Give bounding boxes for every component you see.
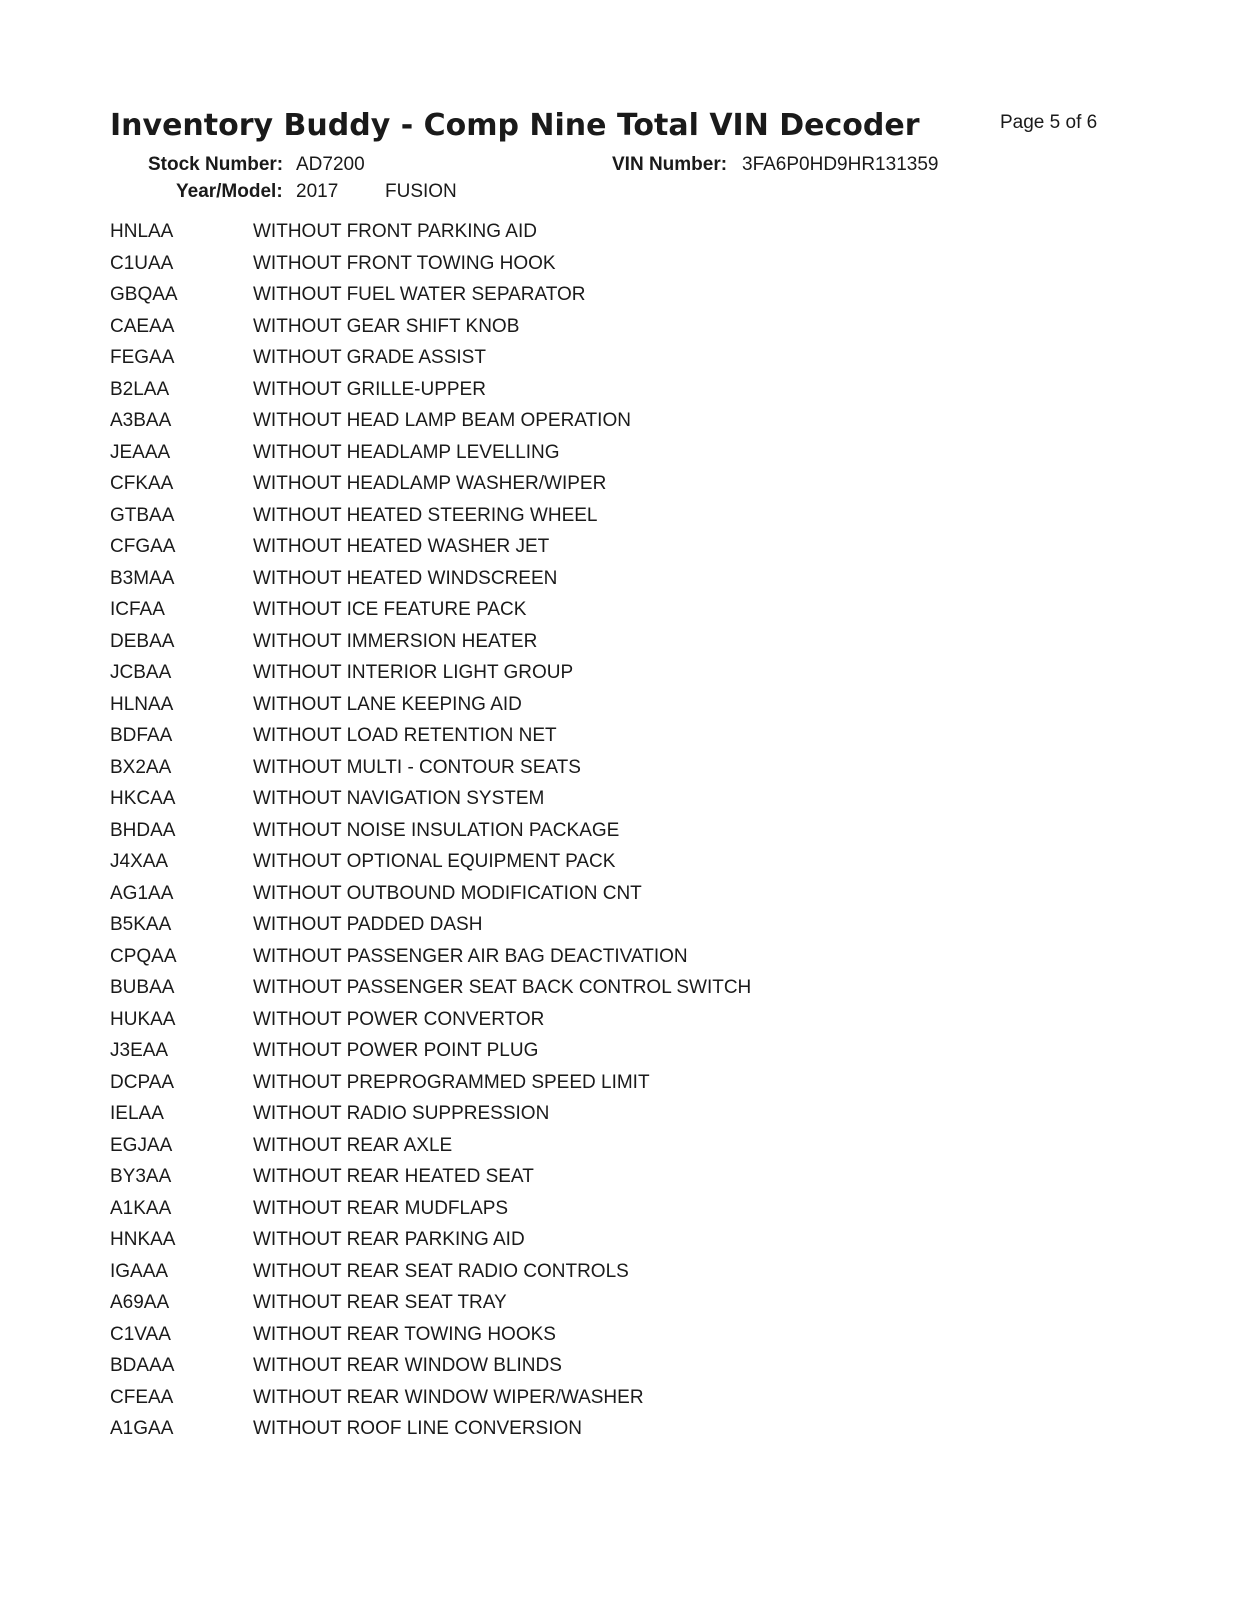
option-row [110, 468, 1010, 500]
option-row [110, 1130, 1010, 1162]
option-row [110, 594, 1010, 626]
option-description: WITHOUT NOISE INSULATION PACKAGE [253, 819, 620, 841]
option-code: GTBAA [110, 504, 175, 526]
option-code: A69AA [110, 1292, 170, 1313]
option-code: HNKAA [110, 1229, 176, 1250]
option-row [110, 1224, 1010, 1256]
option-code: ICFAA [110, 599, 165, 620]
option-code: B5KAA [110, 914, 172, 935]
option-code: HNLAA [110, 221, 174, 242]
option-row [110, 1382, 1010, 1414]
option-description: WITHOUT REAR HEATED SEAT [253, 1166, 534, 1187]
option-row [110, 405, 1010, 437]
document-title: Inventory Buddy - Comp Nine Total VIN Decoder [110, 108, 920, 143]
vin-number-label: VIN Number: [612, 154, 728, 175]
option-code: HKCAA [110, 788, 176, 809]
option-description: WITHOUT REAR TOWING HOOKS [253, 1323, 556, 1345]
option-row [110, 941, 1010, 973]
option-row [110, 972, 1010, 1004]
option-description: WITHOUT POWER CONVERTOR [253, 1008, 545, 1030]
options-list [110, 216, 1010, 1445]
option-row [110, 1413, 1010, 1445]
stock-number-label: Stock Number: [148, 154, 284, 175]
option-row [110, 500, 1010, 532]
option-description: WITHOUT IMMERSION HEATER [253, 630, 538, 652]
option-description: WITHOUT GEAR SHIFT KNOB [253, 315, 520, 337]
option-code: HUKAA [110, 1008, 176, 1030]
option-description: WITHOUT REAR SEAT RADIO CONTROLS [253, 1260, 629, 1282]
option-row [110, 279, 1010, 311]
option-row [110, 374, 1010, 406]
option-description: WITHOUT PASSENGER SEAT BACK CONTROL SWITCH [253, 977, 752, 998]
option-description: WITHOUT PASSENGER AIR BAG DEACTIVATION [253, 945, 688, 967]
option-description: WITHOUT REAR WINDOW BLINDS [253, 1355, 562, 1376]
option-code: BX2AA [110, 756, 172, 778]
option-row [110, 783, 1010, 815]
option-code: BUBAA [110, 977, 175, 998]
option-row [110, 626, 1010, 658]
option-code: EGJAA [110, 1134, 173, 1156]
option-description: WITHOUT HEADLAMP WASHER/WIPER [253, 473, 607, 494]
option-code: DEBAA [110, 630, 175, 652]
option-row [110, 878, 1010, 910]
option-description: WITHOUT OUTBOUND MODIFICATION CNT [253, 882, 642, 904]
option-code: A1GAA [110, 1418, 174, 1439]
option-description: WITHOUT GRADE ASSIST [253, 347, 486, 368]
option-description: WITHOUT OPTIONAL EQUIPMENT PACK [253, 851, 616, 872]
option-description: WITHOUT ICE FEATURE PACK [253, 599, 527, 620]
option-description: WITHOUT HEATED WASHER JET [253, 536, 550, 557]
vin-number-value: 3FA6P0HD9HR131359 [742, 154, 939, 175]
option-code: CFEAA [110, 1386, 174, 1408]
option-code: C1VAA [110, 1323, 171, 1345]
option-row [110, 1319, 1010, 1351]
option-code: DCPAA [110, 1071, 175, 1093]
option-description: WITHOUT REAR WINDOW WIPER/WASHER [253, 1386, 644, 1408]
option-row [110, 1035, 1010, 1067]
option-description: WITHOUT FRONT PARKING AID [253, 221, 537, 242]
model-value: FUSION [385, 181, 457, 202]
option-code: BDAAA [110, 1355, 175, 1376]
option-description: WITHOUT HEATED STEERING WHEEL [253, 504, 598, 526]
year-model-label: Year/Model: [176, 181, 283, 202]
option-code: CAEAA [110, 315, 175, 337]
option-code: A1KAA [110, 1197, 172, 1219]
option-code: CFGAA [110, 536, 176, 557]
option-row [110, 342, 1010, 374]
option-description: WITHOUT POWER POINT PLUG [253, 1040, 539, 1061]
option-row [110, 1256, 1010, 1288]
option-code: C1UAA [110, 252, 174, 274]
option-row [110, 1287, 1010, 1319]
option-row [110, 846, 1010, 878]
option-description: WITHOUT LANE KEEPING AID [253, 693, 522, 715]
option-code: CFKAA [110, 473, 174, 494]
option-description: WITHOUT FUEL WATER SEPARATOR [253, 284, 586, 305]
option-description: WITHOUT PADDED DASH [253, 914, 483, 935]
option-row [110, 531, 1010, 563]
page-number: Page 5 of 6 [1000, 112, 1098, 133]
option-code: J4XAA [110, 851, 169, 872]
option-code: IGAAA [110, 1260, 169, 1282]
option-code: BY3AA [110, 1166, 172, 1187]
option-row [110, 1161, 1010, 1193]
option-description: WITHOUT INTERIOR LIGHT GROUP [253, 662, 574, 683]
option-row [110, 752, 1010, 784]
option-row [110, 1098, 1010, 1130]
option-description: WITHOUT REAR MUDFLAPS [253, 1197, 509, 1219]
option-code: JEAAA [110, 441, 171, 463]
option-code: BHDAA [110, 819, 176, 841]
option-description: WITHOUT HEAD LAMP BEAM OPERATION [253, 410, 631, 431]
option-row [110, 1067, 1010, 1099]
option-description: WITHOUT REAR SEAT TRAY [253, 1292, 507, 1313]
option-row [110, 720, 1010, 752]
option-description: WITHOUT MULTI - CONTOUR SEATS [253, 756, 581, 778]
option-row [110, 216, 1010, 248]
option-description: WITHOUT REAR PARKING AID [253, 1229, 525, 1250]
option-description: WITHOUT HEATED WINDSCREEN [253, 567, 558, 589]
option-code: IELAA [110, 1103, 164, 1124]
year-value: 2017 [296, 181, 339, 202]
option-description: WITHOUT FRONT TOWING HOOK [253, 252, 556, 274]
option-row [110, 815, 1010, 847]
option-description: WITHOUT GRILLE-UPPER [253, 378, 486, 400]
option-code: HLNAA [110, 693, 174, 715]
option-row [110, 689, 1010, 721]
option-row [110, 657, 1010, 689]
option-row [110, 248, 1010, 280]
option-description: WITHOUT PREPROGRAMMED SPEED LIMIT [253, 1071, 650, 1093]
option-row [110, 1004, 1010, 1036]
option-row [110, 311, 1010, 343]
option-row [110, 437, 1010, 469]
option-code: CPQAA [110, 945, 177, 967]
option-code: BDFAA [110, 725, 173, 746]
option-row [110, 1350, 1010, 1382]
option-code: FEGAA [110, 347, 175, 368]
option-description: WITHOUT LOAD RETENTION NET [253, 725, 557, 746]
option-code: B2LAA [110, 378, 170, 400]
option-description: WITHOUT HEADLAMP LEVELLING [253, 441, 560, 463]
stock-number-value: AD7200 [296, 154, 365, 175]
option-code: GBQAA [110, 284, 178, 305]
option-description: WITHOUT ROOF LINE CONVERSION [253, 1418, 583, 1439]
option-description: WITHOUT RADIO SUPPRESSION [253, 1103, 550, 1124]
option-description: WITHOUT REAR AXLE [253, 1134, 453, 1156]
option-description: WITHOUT NAVIGATION SYSTEM [253, 788, 545, 809]
option-row [110, 563, 1010, 595]
option-row [110, 1193, 1010, 1225]
option-code: AG1AA [110, 882, 174, 904]
option-code: B3MAA [110, 567, 175, 589]
option-code: A3BAA [110, 410, 172, 431]
option-code: J3EAA [110, 1040, 169, 1061]
option-code: JCBAA [110, 662, 172, 683]
option-row [110, 909, 1010, 941]
